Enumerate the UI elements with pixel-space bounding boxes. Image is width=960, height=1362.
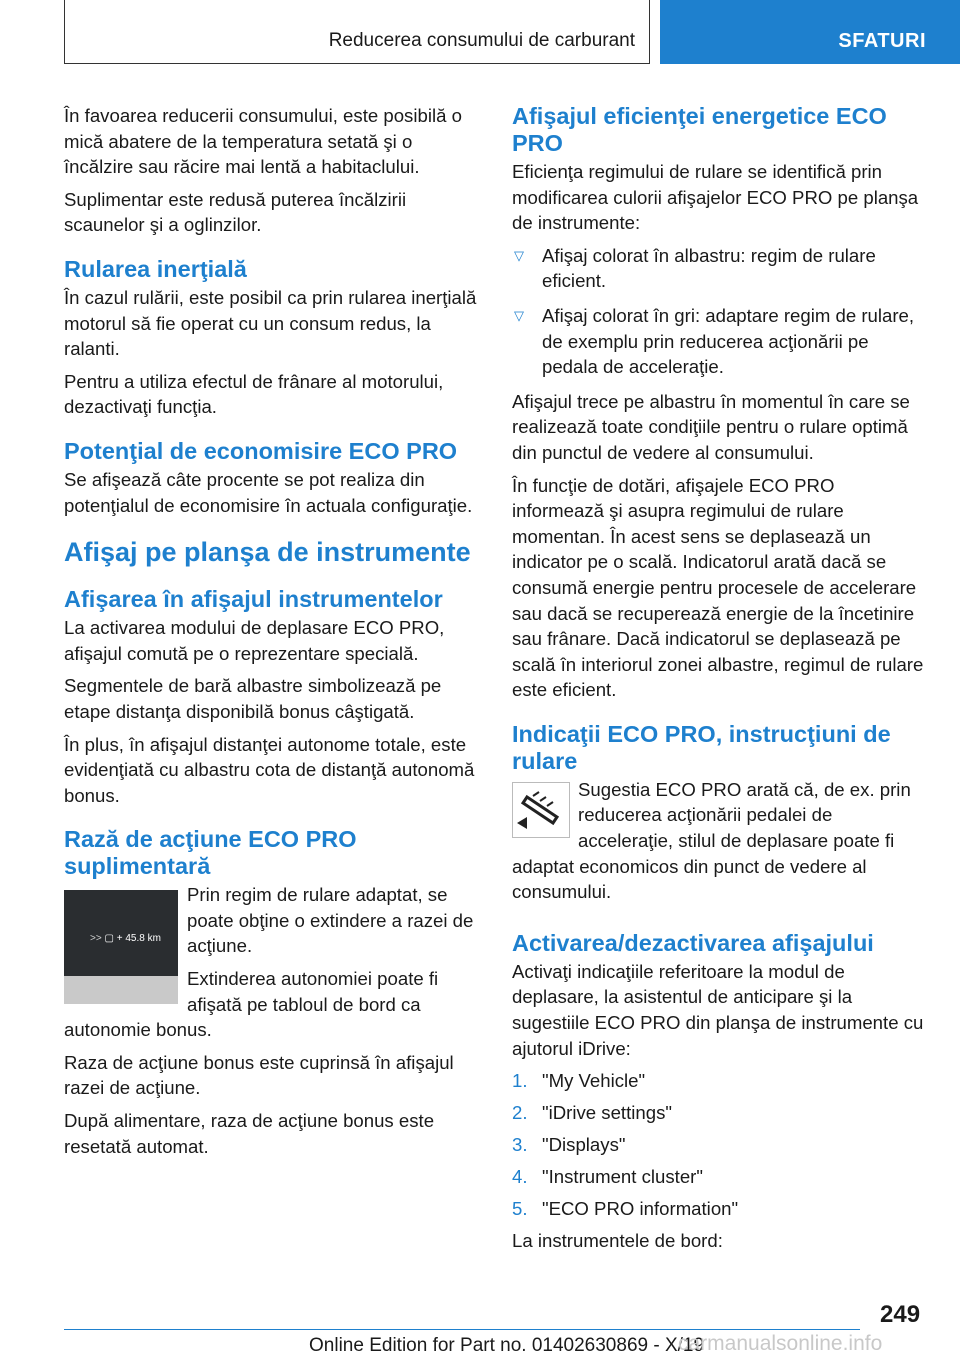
triangle-bullet-icon: ▽ — [514, 307, 524, 323]
paragraph: În funcţie de dotări, afişajele ECO PRO informează şi asupra regimului de rulare momentan. În acest sens se deplasează un indicator pe o scală. Indicatorul arată dacă se consumă energie pentru procesele de accelerare sau dacă se recuperează energie de la încetinire sau frânare. Dacă indicatorul se deplasează pe scală în interiorul zonei albastre, regimul de rulare este eficient. — [512, 474, 924, 701]
heading-potential-economisire: Potenţial de economisire ECO PRO — [64, 437, 458, 464]
step-item — [512, 1132, 926, 1158]
paragraph: În plus, în afişajul distanţei autonome totale, este evidenţiată cu albastru cota de distanţă autonomă bonus. — [64, 733, 475, 806]
heading-afisarea-instrumente: Afişarea în afişajul instrumentelor — [64, 586, 443, 613]
paragraph: Prin regim de rulare adaptat, se poate obţine o extindere a razei de acţiune. — [187, 884, 474, 957]
list-item — [512, 303, 926, 380]
figure-band — [64, 976, 178, 1004]
footer-divider — [64, 1329, 860, 1330]
paragraph: În cazul rulării, este posibil ca prin rularea inerţială motorul să fie operat cu un consum redus, la ralanti. — [64, 286, 477, 360]
step-text: "iDrive settings" — [542, 1102, 672, 1124]
heading-eficienta-eco-pro: Afişajul eficienţei energetice ECO PRO — [512, 103, 887, 156]
paragraph: În favoarea reducerii consumului, este posibilă o mică abatere de la temperatura setată şi o încălzire sau răcire mai lentă a habitaclului. — [64, 105, 462, 178]
step-number: 4. — [512, 1166, 528, 1188]
list-item — [512, 243, 926, 294]
eco-range-readout — [90, 933, 161, 944]
paragraph: La instrumentele de bord: — [512, 1230, 723, 1252]
step-number: 2. — [512, 1102, 528, 1124]
footer-edition: Online Edition for Part no. 01402630869 - X/19 — [309, 1335, 705, 1356]
paragraph: Afişajul trece pe albastru în momentul în care se realizează toate condiţiile pentru o rulare optimă din punctul de vedere al consumului. — [512, 390, 910, 463]
bullet-list — [512, 243, 926, 380]
paragraph: După alimentare, raza de acţiune bonus este resetată automat. — [64, 1110, 435, 1157]
left-column — [64, 103, 478, 1166]
chapter-title: Reducerea consumului de carburant — [328, 30, 635, 51]
step-item — [512, 1068, 926, 1094]
step-text: "Instrument cluster" — [542, 1166, 703, 1188]
paragraph: Segmentele de bară albastre simbolizează pe etape distanţa disponibilă bonus câştigată. — [64, 675, 442, 722]
heading-indicatii-eco-pro: Indicaţii ECO PRO, instrucţiuni de rulare — [512, 720, 891, 774]
triangle-bullet-icon: ▽ — [514, 247, 524, 263]
section-label: SFATURI — [838, 30, 926, 52]
step-number: 1. — [512, 1070, 528, 1092]
heading-activarea-afisajului: Activarea/dezactivarea afişajului — [512, 929, 874, 956]
pedal-hint-icon — [512, 782, 570, 838]
double-chevron-icon: >> — [90, 933, 102, 945]
list-item-text: Afişaj colorat în gri: adaptare regim de rulare, de exemplu prin reducerea acţionării pe pedala de acceleraţie. — [542, 304, 915, 378]
eco-range-value: + 45.8 km — [116, 933, 161, 945]
heading-afisaj-plansa: Afişaj pe planşa de instrumente — [64, 537, 471, 568]
step-item — [512, 1196, 926, 1222]
footer-watermark: carmanualsonline.info — [678, 1332, 883, 1355]
steps-list — [512, 1068, 926, 1222]
step-item — [512, 1164, 926, 1190]
eco-range-display-image — [64, 890, 178, 1004]
step-text: "ECO PRO information" — [542, 1198, 739, 1220]
paragraph: La activarea modului de deplasare ECO PRO, afişajul comută pe o reprezentare specială. — [64, 617, 445, 664]
header-title-box — [64, 0, 650, 64]
paragraph: Eficienţa regimului de rulare se identifică prin modificarea culorii afişajelor ECO PRO pe planşa de instrumente: — [512, 161, 919, 234]
paragraph: Sugestia ECO PRO arată că, de ex. prin reducerea acţionării pedalei de acceleraţie, stilul de deplasare poate fi adaptat economicos din punct de vedere al consumului. — [512, 778, 911, 903]
fuel-pump-icon: ▢ — [104, 933, 114, 945]
heading-rularea-inertiala: Rularea inerţială — [64, 255, 247, 282]
header-section-tab — [660, 0, 960, 64]
step-number: 5. — [512, 1198, 528, 1220]
step-text: "Displays" — [542, 1134, 626, 1156]
paragraph: Activaţi indicaţiile referitoare la modul de deplasare, la asistentul de anticipare şi la sugestiile ECO PRO din planşa de instrumente cu ajutorul iDrive: — [512, 960, 924, 1059]
page-number: 249 — [880, 1301, 921, 1328]
step-item — [512, 1100, 926, 1126]
step-text: "My Vehicle" — [542, 1070, 646, 1092]
paragraph: Pentru a utiliza efectul de frânare al motorului, dezactivaţi funcţia. — [64, 370, 444, 418]
step-number: 3. — [512, 1134, 528, 1156]
paragraph: Suplimentar este redusă puterea încălzirii scaunelor şi a oglinzilor. — [64, 188, 407, 236]
list-item-text: Afişaj colorat în albastru: regim de rulare eficient. — [542, 244, 876, 292]
right-column — [512, 103, 926, 1261]
paragraph: Extinderea autonomiei poate fi afişată pe tabloul de bord ca autonomie bonus. — [64, 968, 439, 1041]
paragraph: Raza de acţiune bonus este cuprinsă în afişajul razei de acţiune. — [64, 1051, 454, 1099]
heading-raza-actiune: Rază de acţiune ECO PRO suplimentară — [64, 826, 357, 880]
paragraph: Se afişează câte procente se pot realiza din potenţialul de economisire în actuala configuraţie. — [64, 468, 473, 516]
